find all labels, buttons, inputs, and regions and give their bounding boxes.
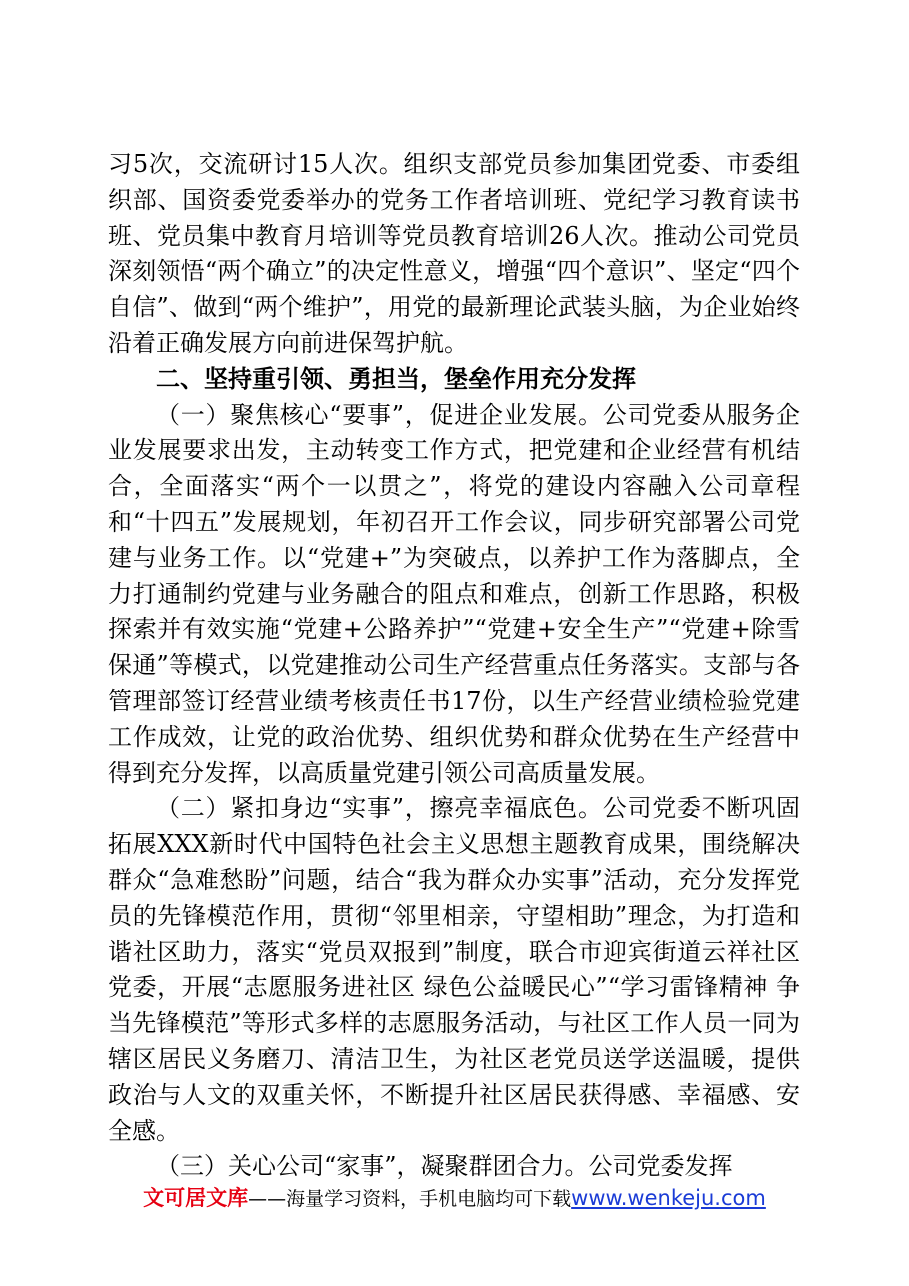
paragraph-focus-core: （一）聚焦核心“要事”，促进企业发展。公司党委从服务企业发展要求出发，主动转变工作方式，把党建和企业经营有机结合，全面落实“两个一以贯之”，将党的建设内容融入公司章程和“十四五”发展规划，年初召开工作会议，同步研究部署公司党建与业务工作。以“党建+”为突破点，以养护工作为落脚点，全力打通制约党建与业务融合的阻点和难点，创新工作思路，积极探索并有效实施“党建+公路养护”“党建+安全生产”“党建+除雪保通”等模式，以党建推动公司生产经营重点任务落实。支部与各管理部签订经营业绩考核责任书17份，以生产经营业绩检验党建工作成效，让党的政治优势、组织优势和群众优势在生产经营中得到充分发挥，以高质量党建引领公司高质量发展。	[108, 400, 800, 787]
section-heading: 二、坚持重引领、勇担当，堡垒作用充分发挥	[156, 364, 636, 393]
footer-banner	[0, 1182, 909, 1212]
paragraph-practical-matters: （二）紧扣身边“实事”，擦亮幸福底色。公司党委不断巩固拓展XXX新时代中国特色社会主义思想主题教育成果，围绕解决群众“急难愁盼”问题，结合“我为群众办实事”活动，充分发挥党员的先锋模范作用，贯彻“邻里相亲，守望相助”理念，为打造和谐社区助力，落实“党员双报到”制度，联合市迎宾街道云祥社区党委，开展“志愿服务进社区 绿色公益暖民心”“学习雷锋精神 争当先锋模范”等形式多样的志愿服务活动，与社区工作人员一同为辖区居民义务磨刀、清洁卫生，为社区老党员送学送温暖，提供政治与人文的双重关怀，不断提升社区居民获得感、幸福感、安全感。	[108, 794, 800, 1145]
footer-site-link[interactable]: www.wenkeju.com	[571, 1186, 766, 1210]
document-body	[108, 147, 800, 1185]
footer-brand: 文可居文库	[143, 1186, 249, 1210]
footer-tagline: ——海量学习资料，手机电脑均可下载	[248, 1188, 572, 1210]
paragraph-continuation: 习5次，交流研讨15人次。组织支部党员参加集团党委、市委组织部、国资委党委举办的党务工作者培训班、党纪学习教育读书班、党员集中教育月培训等党员教育培训26人次。推动公司党员深刻领悟“两个确立”的决定性意义，增强“四个意识”、坚定“四个自信”、做到“两个维护”，用党的最新理论武装头脑，为企业始终沿着正确发展方向前进保驾护航。	[108, 150, 800, 357]
paragraph-company-affairs: （三）关心公司“家事”，凝聚群团合力。公司党委发挥	[156, 1152, 733, 1181]
